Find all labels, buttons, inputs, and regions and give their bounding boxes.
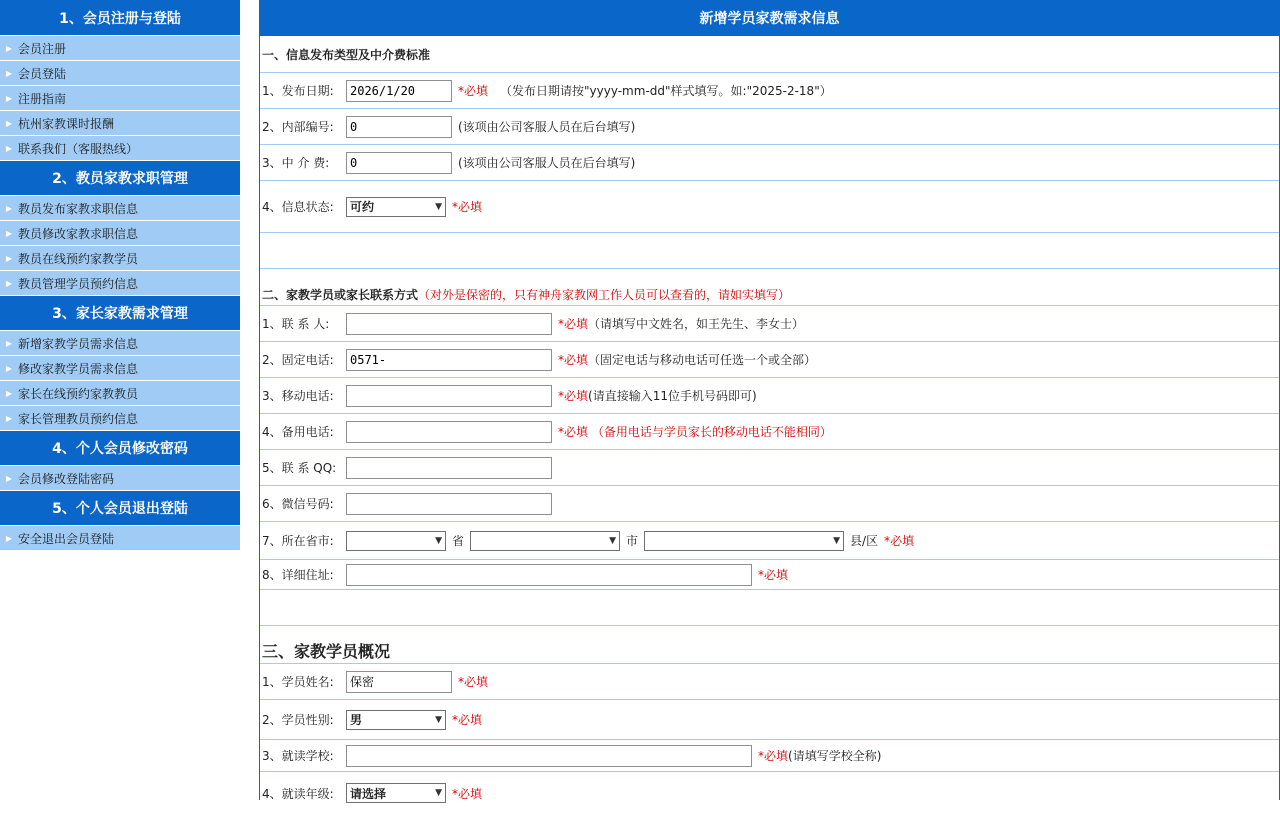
- sidebar-item-register-guide[interactable]: ▶ 注册指南: [0, 86, 240, 111]
- mobile-required: *必填: [558, 389, 589, 403]
- sidebar-item-parent-book[interactable]: ▶ 家长在线预约家教教员: [0, 381, 240, 406]
- spacer-row-1: [260, 233, 1279, 269]
- mobile-row: [260, 378, 1279, 414]
- city-suffix: 市: [626, 534, 639, 548]
- backup-required: *必填 （备用电话与学员家长的移动电话不能相同）: [558, 425, 832, 439]
- phone-note: （固定电话与移动电话可任选一个或全部）: [588, 353, 817, 367]
- agency-fee-input[interactable]: [346, 152, 452, 174]
- date-row: [260, 73, 1279, 109]
- sidebar-section-title-1: 1、会员注册与登陆: [0, 0, 240, 36]
- bullet-icon: ▶: [5, 203, 13, 213]
- date-required: *必填: [458, 84, 489, 98]
- phone-required: *必填: [558, 353, 589, 367]
- sidebar-item-parent-add[interactable]: ▶ 新增家教学员需求信息: [0, 331, 240, 356]
- main-panel: [259, 0, 1280, 800]
- address-required: *必填: [758, 568, 789, 582]
- sidebar-item-parent-manage[interactable]: ▶ 家长管理教员预约信息: [0, 406, 240, 431]
- sidebar-item-tutor-book[interactable]: ▶ 教员在线预约家教学员: [0, 246, 240, 271]
- section-2-heading-note: （对外是保密的，只有神舟家教网工作人员可以查看的，请如实填写）: [418, 287, 791, 302]
- contact-note: （请填写中文姓名，如王先生、李女士）: [588, 317, 805, 331]
- region-label: 7、所在省市:: [262, 534, 334, 548]
- grade-row: [260, 772, 1279, 814]
- county-select[interactable]: [644, 531, 844, 551]
- bullet-icon: ▶: [5, 118, 13, 128]
- code-note: (该项由公司客服人员在后台填写): [458, 120, 636, 134]
- bullet-icon: ▶: [5, 388, 13, 398]
- qq-input[interactable]: [346, 457, 552, 479]
- section-2-heading-row: [260, 269, 1279, 306]
- contact-row: [260, 306, 1279, 342]
- chevron-down-icon: ▼: [435, 201, 442, 212]
- sidebar-item-contact-us[interactable]: ▶ 联系我们（客服热线）: [0, 136, 240, 161]
- date-note: （发布日期请按"yyyy-mm-dd"样式填写。如:"2025-2-18"）: [500, 84, 832, 98]
- section-1-heading-row: [260, 36, 1279, 73]
- address-input[interactable]: [346, 564, 752, 586]
- sidebar-item-change-password[interactable]: ▶ 会员修改登陆密码: [0, 466, 240, 491]
- student-name-required: *必填: [458, 675, 489, 689]
- fee-label: 3、中 介 费:: [262, 156, 330, 170]
- chevron-down-icon: ▼: [609, 535, 617, 546]
- section-3-heading: 三、家教学员概况: [262, 642, 391, 661]
- phone-row: [260, 342, 1279, 378]
- publish-date-input[interactable]: [346, 80, 452, 102]
- phone-label: 2、固定电话:: [262, 353, 334, 367]
- sidebar-item-hourly-pay[interactable]: ▶ 杭州家教课时报酬: [0, 111, 240, 136]
- chevron-down-icon: ▼: [435, 535, 442, 546]
- date-label: 1、发布日期:: [262, 84, 334, 98]
- bullet-icon: ▶: [5, 473, 13, 483]
- internal-code-input[interactable]: [346, 116, 452, 138]
- chevron-down-icon: ▼: [833, 535, 841, 546]
- fee-row: [260, 145, 1279, 181]
- code-label: 2、内部编号:: [262, 120, 334, 134]
- bullet-icon: ▶: [5, 143, 13, 153]
- section-3-heading-row: [260, 626, 1279, 664]
- gender-select[interactable]: 男 ▼: [346, 710, 446, 730]
- spacer-row-2: [260, 590, 1279, 626]
- gender-required: *必填: [452, 713, 483, 727]
- bullet-icon: ▶: [5, 338, 13, 348]
- school-row: [260, 740, 1279, 772]
- sidebar: [0, 0, 240, 551]
- sidebar-item-logout[interactable]: ▶ 安全退出会员登陆: [0, 526, 240, 551]
- qq-label: 5、联 系 QQ:: [262, 461, 337, 475]
- bullet-icon: ▶: [5, 363, 13, 373]
- sidebar-item-tutor-manage[interactable]: ▶ 教员管理学员预约信息: [0, 271, 240, 296]
- sidebar-item-tutor-post[interactable]: ▶ 教员发布家教求职信息: [0, 196, 240, 221]
- address-label: 8、详细住址:: [262, 568, 334, 582]
- mobile-label: 3、移动电话:: [262, 389, 334, 403]
- status-required: *必填: [452, 200, 483, 214]
- wechat-input[interactable]: [346, 493, 552, 515]
- school-note: (请填写学校全称): [788, 749, 882, 763]
- status-label: 4、信息状态:: [262, 200, 334, 214]
- sidebar-item-member-register[interactable]: ▶ 会员注册: [0, 36, 240, 61]
- bullet-icon: ▶: [5, 533, 13, 543]
- bullet-icon: ▶: [5, 68, 13, 78]
- sidebar-section-title-4: 4、个人会员修改密码: [0, 431, 240, 466]
- school-label: 3、就读学校:: [262, 749, 334, 763]
- sidebar-item-tutor-edit[interactable]: ▶ 教员修改家教求职信息: [0, 221, 240, 246]
- bullet-icon: ▶: [5, 278, 13, 288]
- grade-select[interactable]: 请选择 ▼: [346, 783, 446, 803]
- section-1-heading: 一、信息发布类型及中介费标准: [262, 47, 431, 62]
- student-name-input[interactable]: [346, 671, 452, 693]
- mobile-note: (请直接输入11位手机号码即可): [588, 389, 757, 403]
- contact-name-input[interactable]: [346, 313, 552, 335]
- school-input[interactable]: [346, 745, 752, 767]
- student-name-label: 1、学员姓名:: [262, 675, 334, 689]
- address-row: [260, 560, 1279, 590]
- sidebar-item-parent-edit[interactable]: ▶ 修改家教学员需求信息: [0, 356, 240, 381]
- wechat-row: [260, 486, 1279, 522]
- sidebar-section-title-2: 2、教员家教求职管理: [0, 161, 240, 196]
- backup-label: 4、备用电话:: [262, 425, 334, 439]
- contact-label: 1、联 系 人:: [262, 317, 330, 331]
- section-2-heading: 二、家教学员或家长联系方式: [262, 287, 419, 302]
- fee-note: (该项由公司客服人员在后台填写): [458, 156, 636, 170]
- code-row: [260, 109, 1279, 145]
- student-name-row: [260, 664, 1279, 700]
- gender-row: [260, 700, 1279, 740]
- qq-row: [260, 450, 1279, 486]
- status-row: [260, 181, 1279, 233]
- grade-label: 4、就读年级:: [262, 786, 334, 801]
- county-suffix: 县/区: [850, 534, 879, 548]
- chevron-down-icon: ▼: [435, 714, 442, 725]
- backup-row: [260, 414, 1279, 450]
- status-select[interactable]: 可约 ▼: [346, 197, 446, 217]
- city-select[interactable]: [470, 531, 620, 551]
- mobile-phone-input[interactable]: [346, 385, 552, 407]
- province-suffix: 省: [452, 534, 465, 548]
- bullet-icon: ▶: [5, 413, 13, 423]
- grade-required: *必填: [452, 786, 483, 801]
- page-title: 新增学员家教需求信息: [260, 0, 1279, 36]
- sidebar-section-title-5: 5、个人会员退出登陆: [0, 491, 240, 526]
- province-select[interactable]: [346, 531, 446, 551]
- backup-phone-input[interactable]: [346, 421, 552, 443]
- landline-phone-input[interactable]: [346, 349, 552, 371]
- school-required: *必填: [758, 749, 789, 763]
- gender-label: 2、学员性别:: [262, 713, 334, 727]
- chevron-down-icon: ▼: [435, 788, 442, 798]
- bullet-icon: ▶: [5, 253, 13, 263]
- region-required: *必填: [884, 534, 915, 548]
- sidebar-item-member-login[interactable]: ▶ 会员登陆: [0, 61, 240, 86]
- region-row: [260, 522, 1279, 560]
- bullet-icon: ▶: [5, 93, 13, 103]
- bullet-icon: ▶: [5, 43, 13, 53]
- sidebar-section-title-3: 3、家长家教需求管理: [0, 296, 240, 331]
- contact-required: *必填: [558, 317, 589, 331]
- wechat-label: 6、微信号码:: [262, 497, 334, 511]
- bullet-icon: ▶: [5, 228, 13, 238]
